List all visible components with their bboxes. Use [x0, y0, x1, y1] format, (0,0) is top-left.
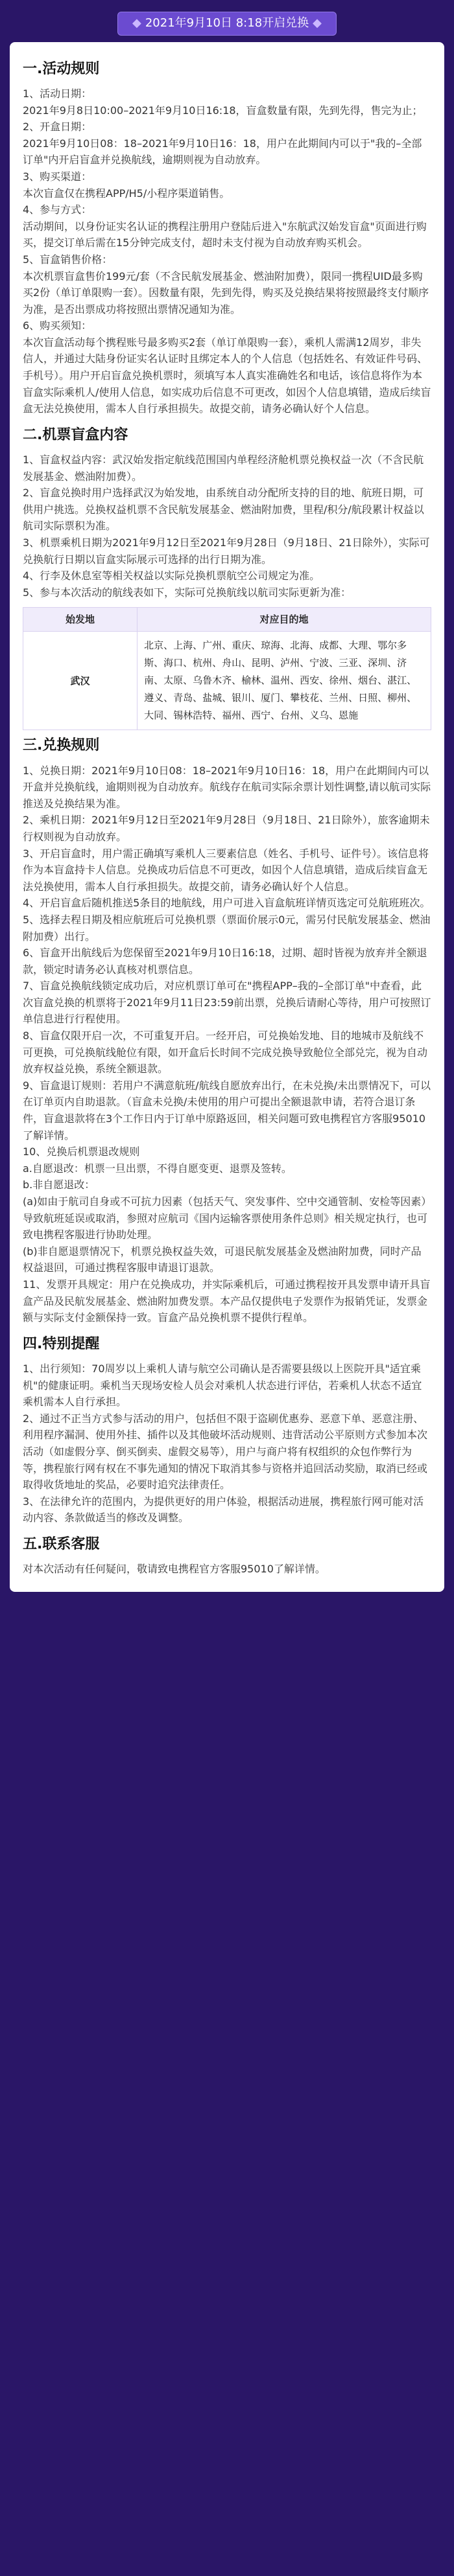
rule-line: 3、购买渠道： — [23, 170, 92, 183]
box-content-body — [23, 452, 431, 730]
rule-line: (b)非自愿退票情况下，机票兑换权益失效，可退民航发展基金及燃油附加费，同时产品权益退回，可通过携程客服申请退订退款。 — [23, 1245, 422, 1274]
rule-line: 7、盲盒兑换航线锁定成功后，对应机票订单可在"携程APP–我的–全部订单"中查看，此次盲盒兑换的机票将于2021年9月11日23:59前出票，兑换后请耐心等待，用户可按照订单信息进行行程使用。 — [23, 980, 431, 1026]
route-table-header-origin: 始发地 — [23, 608, 137, 632]
rule-line: 11、发票开具规定：用户在兑换成功，并实际乘机后，可通过携程按开具发票申请开具盲盒产品及民航发展基金、燃油附加费发票。本产品仅提供电子发票作为报销凭证，发票金额与实际支付金额保持一致。盲盒产品兑换机票不提供行程单。 — [23, 1278, 431, 1324]
rule-line: 2021年9月10日08：18–2021年9月10日16：18，用户在此期间内可以于"我的–全部订单"内开启盲盒并兑换航线，逾期则视为自动放弃。 — [23, 137, 422, 167]
rule-line: b.非自愿退改： — [23, 1179, 95, 1191]
special-notes-body — [23, 1361, 431, 1526]
rule-line: 活动期间，以身份证实名认证的携程注册用户登陆后进入"东航武汉始发盲盒"页面进行购买，提交订单后需在15分钟完成支付，超时未支付视为自动放弃购买机会。 — [23, 220, 427, 249]
table-row — [23, 632, 431, 730]
rule-line: 6、盲盒开出航线后为您保留至2021年9月10日16:18，过期、超时皆视为放弃并全额退款，锁定时请务必认真核对机票信息。 — [23, 947, 427, 976]
rule-line: 本次盲盒仅在携程APP/H5/小程序渠道销售。 — [23, 187, 230, 200]
footer-spacer — [10, 1602, 444, 1609]
rule-line: 本次机票盲盒售价199元/套（不含民航发展基金、燃油附加费），限同一携程UID最多购买2份（单订单限购一套）。因数量有限，先到先得，购买及兑换结果将按照最终支付顺序为准，是否出票成功将按照出票情况通知为准。 — [23, 270, 429, 316]
rule-line: 8、盲盒仅限开启一次，不可重复开启。一经开启，可兑换始发地、目的地城市及航线不可更换，可兑换航线舱位有限，如开盒后长时间不完成兑换导致舱位全部兑完，视为自动放弃权益兑换，系统全额退款。 — [23, 1029, 428, 1075]
rule-line: 4、开启盲盒后随机推送5条目的地航线，用户可进入盲盒航班详情页选定可兑航班班次。 — [23, 897, 431, 910]
rule-line: 3、在法律允许的范围内，为提供更好的用户体验，根据活动进展，携程旅行网可能对活动内容、条款做适当的修改及调整。 — [23, 1495, 424, 1524]
rule-line: 2、通过不正当方式参与活动的用户，包括但不限于盗刷优惠券、恶意下单、恶意注册、利用程序漏洞、使用外挂、插件以及其他破坏活动规则、违背活动公平原则方式参加本次活动（如虚假分享、倒买倒卖、虚假交易等），用户与商户将有权组织的众包作弊行为等，携程旅行网有权在不事先通知的情况下取消其参与资格并追回活动奖励，取消已经或取得收货地址的奖品，必要时追究法律责任。 — [23, 1412, 428, 1491]
rule-line: 4、行李及休息室等相关权益以实际兑换机票航空公司规定为准。 — [23, 569, 320, 582]
section-title-contact: 五.联系客服 — [23, 1535, 100, 1552]
route-table — [23, 607, 431, 730]
rule-line: 2、开盒日期： — [23, 121, 92, 133]
rule-line: 3、开启盲盒时，用户需正确填写乘机人三要素信息（姓名、手机号、证件号）。该信息将作为本盲盒持卡人信息。兑换成功后信息不可更改，如因个人信息填错，造成后续盲盒无法兑换使用，需本人自行承担损失。故提交前，请务必确认好个人信息。 — [23, 847, 429, 893]
rule-line: (a)如由于航司自身或不可抗力因素（包括天气、突发事件、空中交通管制、安检等因素）导致航班延误或取消，参照对应航司《国内运输客票使用条件总则》相关规定执行，也可致电携程客服进行协助处理。 — [23, 1195, 428, 1241]
rule-line: 5、选择去程日期及相应航班后可兑换机票（票面价展示0元，需另付民航发展基金、燃油附加费）出行。 — [23, 913, 431, 943]
route-table-header-row — [23, 608, 431, 632]
route-origin-cell: 武汉 — [23, 632, 137, 730]
contact-body — [23, 1561, 431, 1578]
rule-line: 9、盲盒退订规则：若用户不满意航班/航线自愿放弃出行，在未兑换/未出票情况下，可以在订单页内自助退款。（盲盒未兑换/未使用的用户可提出全额退款申请，若符合退订条件，盲盒退款将在3个工作日内于订单中原路返回，相关问题可致电携程官方客服95010了解详情。 — [23, 1079, 431, 1142]
rule-line: 4、参与方式： — [23, 203, 92, 216]
section-title-redemption-rules: 三.兑换规则 — [23, 737, 100, 754]
banner-text: 2021年9月10日 8:18开启兑换 — [145, 16, 309, 30]
rule-line: 2、盲盒兑换时用户选择武汉为始发地，由系统自动分配所支持的目的地、航班日期，可供用户挑选。兑换权益机票不含民航发展基金、燃油附加费，里程/积分/航段累计权益以航司实际票积为准。 — [23, 487, 424, 533]
banner-left-decoration: ◆ — [132, 16, 141, 30]
route-destinations-cell: 北京、上海、广州、重庆、琼海、北海、成都、大理、鄂尔多斯、海口、杭州、舟山、昆明、泸州、宁波、三亚、深圳、济南、太原、乌鲁木齐、榆林、温州、西安、徐州、烟台、湛江、遵义、青岛、盐城、银川、厦门、攀枝花、兰州、日照、柳州、大同、锡林浩特、福州、西宁、台州、义乌、恩施 — [137, 632, 431, 730]
start-time-banner — [117, 12, 337, 36]
banner-wrap — [10, 12, 444, 36]
rule-line: 6、购买须知： — [23, 319, 92, 332]
rule-line: 1、活动日期： — [23, 87, 92, 100]
rule-line: 3、机票乘机日期为2021年9月12日至2021年9月28日（9月18日、21日除外），实际可兑换航行日期以盲盒实际展示可选择的出行日期为准。 — [23, 536, 430, 566]
rules-panel — [10, 42, 444, 1592]
rule-line: 1、出行须知：70周岁以上乘机人请与航空公司确认是否需要县级以上医院开具"适宜乘机"的健康证明。乘机当天现场安检人员会对乘机人状态进行评估，若乘机人状态不适宜乘机需本人自行承担。 — [23, 1362, 422, 1409]
section-title-box-content: 二.机票盲盒内容 — [23, 426, 128, 443]
rule-line: 1、兑换日期：2021年9月10日08：18–2021年9月10日16：18，用户在此期间内可以开盒并兑换航线，逾期则视为自动放弃。航线存在航司实际余票计划性调整,请以航司实际推送及兑换结果为准。 — [23, 764, 431, 810]
rule-line: 对本次活动有任何疑问，敬请致电携程官方客服95010了解详情。 — [23, 1563, 326, 1576]
rule-line: 本次盲盒活动每个携程账号最多购买2套（单订单限购一套），乘机人需满12周岁，非失信人，并通过大陆身份证实名认证时且绑定本人的个人信息（包括姓名、有效证件号码、手机号）。用户开启盲盒兑换机票时，须填写本人真实准确姓名和电话，该信息将作为本盲盒实际乘机人/使用人信息，如实成功后信息不可更改，如因个人信息填错，造成后续盲盒无法兑换使用，需本人自行承担损失。故提交前，请务必确认好个人信息。 — [23, 336, 431, 415]
section-title-activity-rules: 一.活动规则 — [23, 60, 100, 77]
section-title-special-notes: 四.特别提醒 — [23, 1335, 100, 1352]
redemption-rules-body — [23, 763, 431, 1326]
rule-line: 2021年9月8日10:00–2021年9月10日16:18，盲盒数量有限，先到先得，售完为止； — [23, 104, 423, 117]
rule-line: 1、盲盒权益内容：武汉始发指定航线范围国内单程经济舱机票兑换权益一次（不含民航发展基金、燃油附加费）。 — [23, 454, 424, 483]
activity-rules-body — [23, 86, 431, 417]
route-table-header-destinations: 对应目的地 — [137, 608, 431, 632]
rule-line: 5、盲盒销售价格： — [23, 253, 113, 266]
rule-line: 2、乘机日期：2021年9月12日至2021年9月28日（9月18日、21日除外），旅客逾期未行权则视为自动放弃。 — [23, 814, 430, 843]
rule-line: 5、参与本次活动的航线表如下，实际可兑换航线以航司实际更新为准： — [23, 586, 352, 599]
banner-right-decoration: ◆ — [313, 16, 322, 30]
rule-line: 10、兑换后机票退改规则 — [23, 1145, 140, 1158]
rule-line: a.自愿退改：机票一旦出票，不得自愿变更、退票及签转。 — [23, 1162, 292, 1175]
